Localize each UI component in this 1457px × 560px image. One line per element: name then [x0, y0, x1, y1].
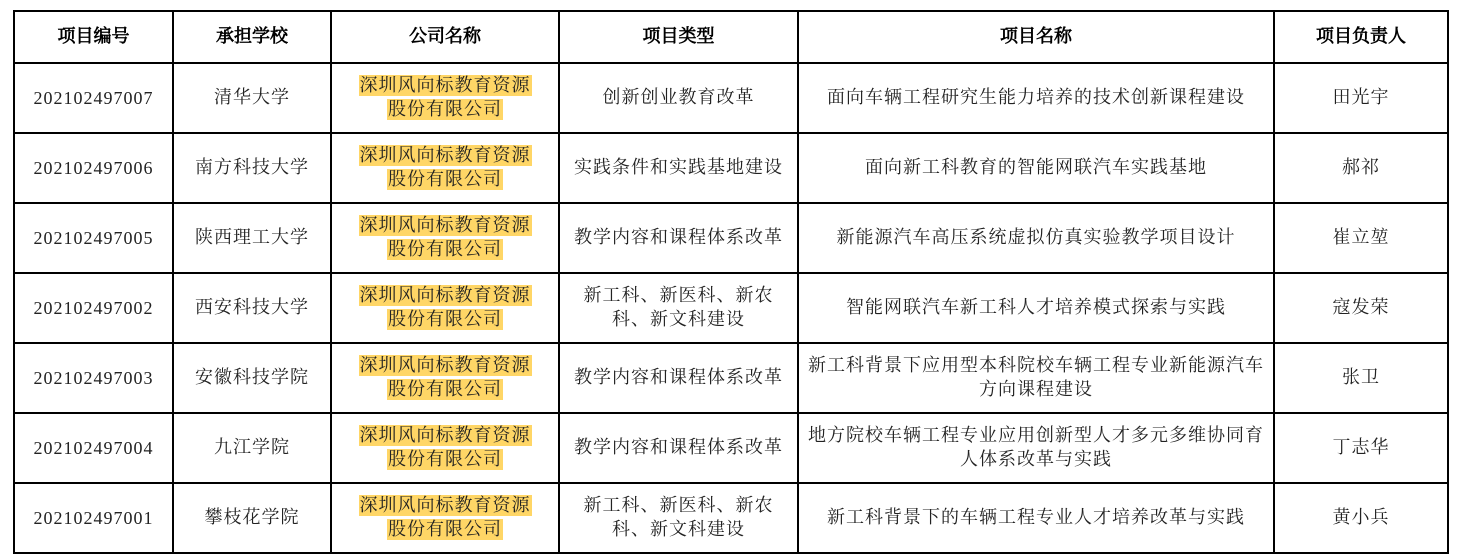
project-type: 新工科、新医科、新农科、新文科建设: [559, 483, 798, 553]
school: 陕西理工大学: [173, 203, 331, 273]
project-leader: 崔立堃: [1274, 203, 1448, 273]
project-type: 新工科、新医科、新农科、新文科建设: [559, 273, 798, 343]
project-type: 教学内容和课程体系改革: [559, 343, 798, 413]
header-project-type: 项目类型: [559, 11, 798, 63]
header-row: [14, 11, 1448, 63]
table-row: [14, 483, 1448, 553]
school: 攀枝花学院: [173, 483, 331, 553]
company: [331, 203, 559, 273]
project-type: 教学内容和课程体系改革: [559, 203, 798, 273]
company: [331, 483, 559, 553]
company: [331, 63, 559, 133]
company-line-2: 股份有限公司: [388, 239, 502, 260]
company: [331, 273, 559, 343]
project-code: 202102497006: [14, 133, 173, 203]
header-project-code: 项目编号: [14, 11, 173, 63]
project-type: 教学内容和课程体系改革: [559, 413, 798, 483]
project-type: 实践条件和实践基地建设: [559, 133, 798, 203]
company: [331, 343, 559, 413]
project-code: 202102497004: [14, 413, 173, 483]
project-code: 202102497003: [14, 343, 173, 413]
header-project-name: 项目名称: [798, 11, 1274, 63]
company-line-1: 深圳风向标教育资源: [359, 145, 531, 166]
header-company: 公司名称: [331, 11, 559, 63]
project-leader: 田光宇: [1274, 63, 1448, 133]
project-name: 新能源汽车高压系统虚拟仿真实验教学项目设计: [798, 203, 1274, 273]
project-leader: 寇发荣: [1274, 273, 1448, 343]
project-leader: 张卫: [1274, 343, 1448, 413]
project-code: 202102497007: [14, 63, 173, 133]
company-line-1: 深圳风向标教育资源: [359, 425, 531, 446]
school: 西安科技大学: [173, 273, 331, 343]
company-line-2: 股份有限公司: [388, 379, 502, 400]
project-leader: 郝祁: [1274, 133, 1448, 203]
school: 九江学院: [173, 413, 331, 483]
company-line-2: 股份有限公司: [388, 169, 502, 190]
company-line-2: 股份有限公司: [388, 99, 502, 120]
project-name: 面向新工科教育的智能网联汽车实践基地: [798, 133, 1274, 203]
table-row: [14, 413, 1448, 483]
project-name: 地方院校车辆工程专业应用创新型人才多元多维协同育人体系改革与实践: [798, 413, 1274, 483]
table-row: [14, 203, 1448, 273]
project-leader: 丁志华: [1274, 413, 1448, 483]
company-line-1: 深圳风向标教育资源: [359, 495, 531, 516]
project-name: 智能网联汽车新工科人才培养模式探索与实践: [798, 273, 1274, 343]
project-name: 新工科背景下的车辆工程专业人才培养改革与实践: [798, 483, 1274, 553]
project-code: 202102497005: [14, 203, 173, 273]
project-name: 新工科背景下应用型本科院校车辆工程专业新能源汽车方向课程建设: [798, 343, 1274, 413]
company-line-2: 股份有限公司: [388, 449, 502, 470]
school: 清华大学: [173, 63, 331, 133]
company: [331, 413, 559, 483]
table-row: [14, 63, 1448, 133]
school: 安徽科技学院: [173, 343, 331, 413]
table-row: [14, 343, 1448, 413]
company-line-1: 深圳风向标教育资源: [359, 285, 531, 306]
table-row: [14, 133, 1448, 203]
project-type: 创新创业教育改革: [559, 63, 798, 133]
project-name: 面向车辆工程研究生能力培养的技术创新课程建设: [798, 63, 1274, 133]
company-line-1: 深圳风向标教育资源: [359, 355, 531, 376]
project-code: 202102497002: [14, 273, 173, 343]
company-line-1: 深圳风向标教育资源: [359, 215, 531, 236]
header-project-leader: 项目负责人: [1274, 11, 1448, 63]
company-line-2: 股份有限公司: [388, 309, 502, 330]
company-line-2: 股份有限公司: [388, 519, 502, 540]
company: [331, 133, 559, 203]
project-code: 202102497001: [14, 483, 173, 553]
company-line-1: 深圳风向标教育资源: [359, 75, 531, 96]
project-table: [13, 10, 1449, 554]
project-leader: 黄小兵: [1274, 483, 1448, 553]
table-row: [14, 273, 1448, 343]
header-school: 承担学校: [173, 11, 331, 63]
school: 南方科技大学: [173, 133, 331, 203]
